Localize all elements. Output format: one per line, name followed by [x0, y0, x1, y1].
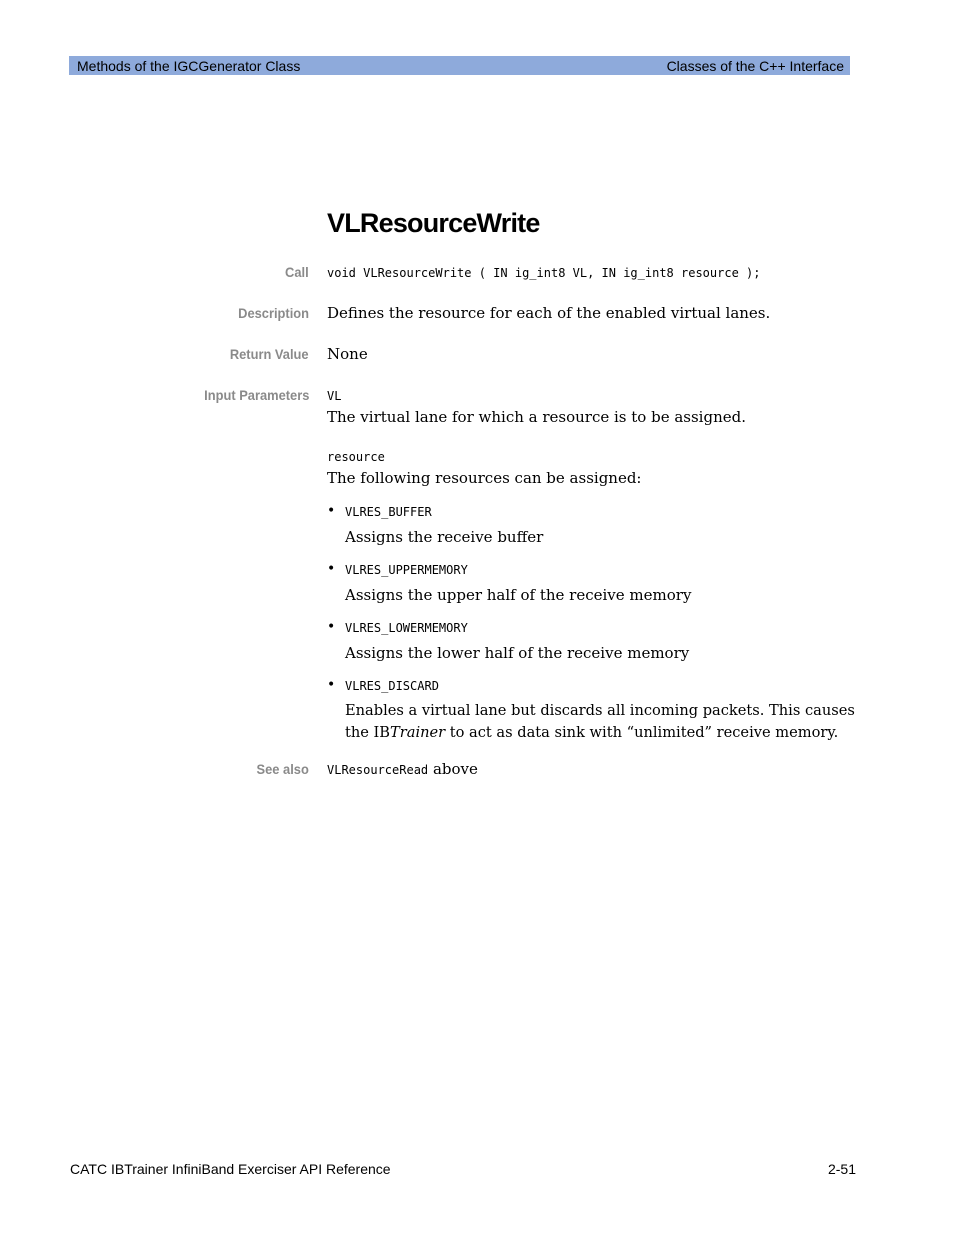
resource-description: Assigns the upper half of the receive memory [345, 586, 692, 604]
resource-description: Assigns the lower half of the receive memory [345, 644, 690, 662]
resource-description: Assigns the receive buffer [345, 528, 544, 546]
param-description: The following resources can be assigned: [327, 469, 642, 487]
label-description: Description [238, 305, 309, 321]
bullet-icon: • [327, 503, 336, 519]
bullet-icon: • [327, 561, 336, 577]
param-description: The virtual lane for which a resource is to be assigned. [327, 408, 746, 426]
header-section-left: Methods of the IGCGenerator Class [77, 57, 301, 74]
page-number: 2-51 [827, 1161, 856, 1177]
see-also-text [327, 760, 478, 778]
resource-code: VLRES_LOWERMEMORY [345, 621, 468, 635]
text-prefix: the IB [345, 724, 391, 741]
product-name-italic: Trainer [390, 724, 446, 741]
running-header [69, 56, 850, 75]
return-value-text: None [327, 345, 368, 363]
page-title: VLResourceWrite [327, 208, 540, 238]
call-signature: void VLResourceWrite ( IN ig_int8 VL, IN ig_int8 resource ); [327, 266, 761, 280]
label-input-parameters: Input Parameters [203, 387, 309, 403]
resource-code: VLRES_BUFFER [345, 505, 432, 519]
header-section-right: Classes of the C++ Interface [666, 57, 844, 74]
bullet-icon: • [327, 677, 336, 693]
bullet-icon: • [327, 619, 336, 635]
footer-title: CATC IBTrainer InfiniBand Exerciser API Reference [70, 1161, 391, 1177]
label-see-also: See also [256, 761, 309, 777]
resource-description-line: Enables a virtual lane but discards all incoming packets. This causes [345, 702, 855, 719]
resource-description-line [345, 724, 838, 741]
resource-code: VLRES_UPPERMEMORY [345, 563, 468, 577]
description-text: Defines the resource for each of the enabled virtual lanes. [327, 304, 771, 322]
text-suffix: to act as data sink with “unlimited” receive memory. [445, 724, 839, 741]
see-also-link[interactable]: VLResourceRead [327, 763, 429, 777]
label-return-value: Return Value [230, 346, 309, 362]
resource-code: VLRES_DISCARD [345, 679, 439, 693]
see-also-suffix: above [432, 760, 478, 778]
param-name: VL [327, 389, 342, 403]
param-name: resource [327, 450, 385, 464]
label-call: Call [285, 264, 309, 280]
